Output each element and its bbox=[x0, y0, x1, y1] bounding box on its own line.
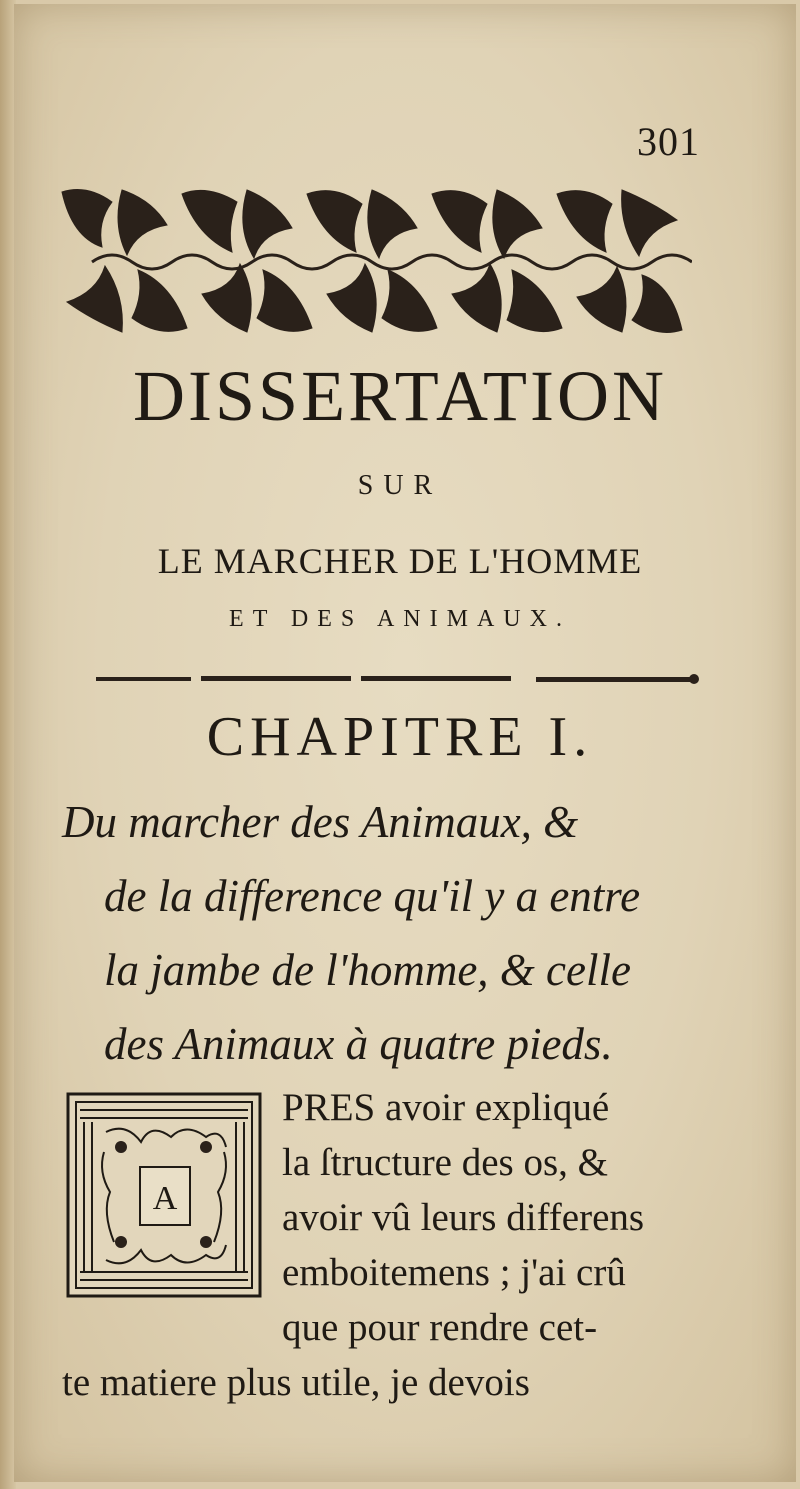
body-line: la ſtructure des os, & bbox=[282, 1141, 608, 1184]
title-connector: SUR bbox=[357, 470, 443, 501]
body-line: PRES avoir expliqué bbox=[282, 1086, 610, 1129]
summary-line: la jambe de l'homme, & celle bbox=[104, 945, 631, 995]
chapter-heading: CHAPITRE I. bbox=[206, 706, 594, 768]
body-line: que pour rendre cet- bbox=[282, 1306, 598, 1349]
subtitle-line-2: ET DES ANIMAUX. bbox=[229, 606, 571, 632]
chapter-summary bbox=[62, 785, 742, 1081]
body-line: te matiere plus utile, je devois bbox=[62, 1361, 530, 1404]
body-line: emboitemens ; j'ai crû bbox=[282, 1251, 626, 1294]
summary-line: de la difference qu'il y a entre bbox=[104, 871, 641, 921]
drop-cap-letter: A bbox=[152, 1180, 178, 1217]
headpiece-ornament-icon bbox=[52, 182, 692, 340]
subtitle-line-1: LE MARCHER DE L'HOMME bbox=[157, 541, 643, 581]
page-number: 301 bbox=[637, 119, 700, 164]
ornamental-initial-icon bbox=[66, 1092, 262, 1298]
summary-line: Du marcher des Animaux, & bbox=[62, 797, 579, 847]
dissertation-title: DISSERTATION bbox=[133, 356, 667, 436]
decorative-rule-icon bbox=[96, 672, 700, 686]
body-line: avoir vû leurs differens bbox=[282, 1196, 645, 1239]
summary-line: des Animaux à quatre pieds. bbox=[104, 1019, 613, 1069]
